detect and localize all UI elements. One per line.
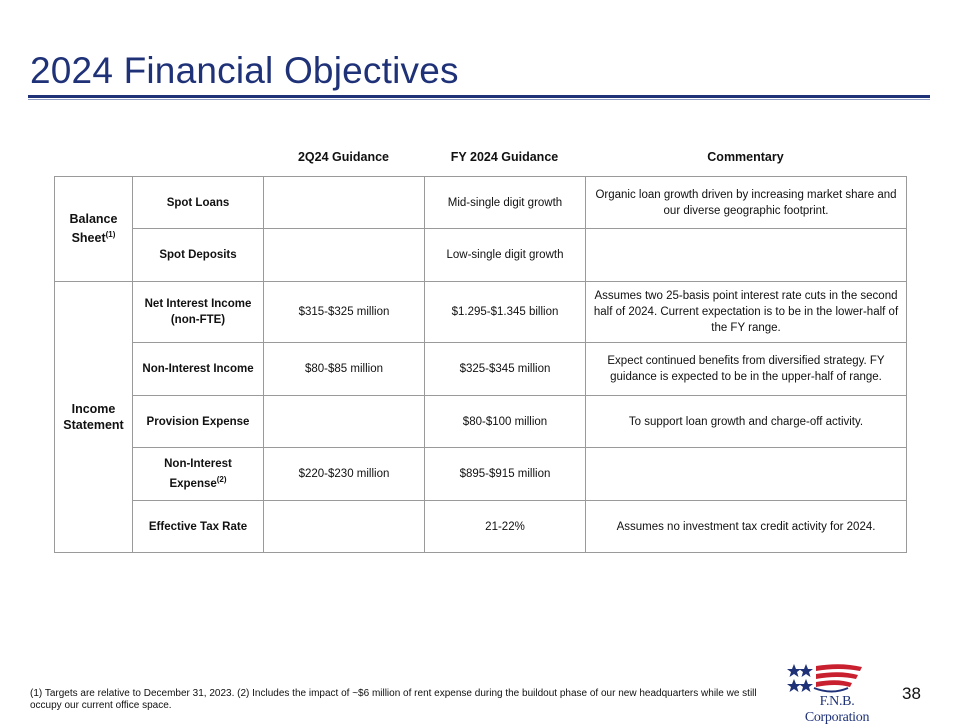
row-label-text: Non-Interest Expense — [164, 458, 232, 490]
header-2q24-guidance: 2Q24 Guidance — [297, 150, 389, 164]
table-row — [55, 282, 907, 343]
cell-commentary: To support loan growth and charge-off activity. — [586, 396, 907, 448]
cell-fy2024: Mid-single digit growth — [425, 177, 586, 229]
page-number: 38 — [902, 684, 921, 703]
cell-2q24: $220-$230 million — [264, 448, 425, 501]
section-income-statement — [55, 282, 133, 553]
table-row — [55, 448, 907, 501]
cell-commentary: Expect continued benefits from diversified strategy. FY guidance is expected to be in the upper-half of range. — [586, 343, 907, 396]
page-title: 2024 Financial Objectives — [30, 50, 459, 91]
cell-commentary: Assumes no investment tax credit activity for 2024. — [586, 501, 907, 553]
row-label — [133, 448, 264, 501]
logo-wordmark: F.N.B. Corporation — [804, 694, 870, 725]
cell-fy2024: $895-$915 million — [425, 448, 586, 501]
objectives-table — [54, 176, 907, 553]
header-commentary: Commentary — [707, 150, 784, 164]
table-row — [55, 177, 907, 229]
cell-2q24 — [264, 229, 425, 282]
cell-fy2024: $80-$100 million — [425, 396, 586, 448]
cell-2q24: $315-$325 million — [264, 282, 425, 343]
cell-commentary — [586, 448, 907, 501]
cell-2q24 — [264, 396, 425, 448]
footnote: (1) Targets are relative to December 31, 2023. (2) Includes the impact of ~$6 million of rent expense during the buildout phase of our new headquarters while we still occupy our current office space. — [30, 688, 757, 711]
footnote-ref: (2) — [216, 475, 227, 485]
column-headers — [0, 150, 960, 170]
row-label: Non-Interest Income — [133, 343, 264, 396]
cell-2q24: $80-$85 million — [264, 343, 425, 396]
cell-fy2024: Low-single digit growth — [425, 229, 586, 282]
title-divider-thin — [28, 99, 930, 100]
section-label: Income Statement — [63, 402, 124, 432]
cell-commentary: Organic loan growth driven by increasing market share and our diverse geographic footprint. — [586, 177, 907, 229]
cell-fy2024: $325-$345 million — [425, 343, 586, 396]
row-label: Provision Expense — [133, 396, 264, 448]
cell-commentary: Assumes two 25-basis point interest rate cuts in the second half of 2024. Current expectation is to be in the lower-half of the FY range. — [586, 282, 907, 343]
fnb-logo — [786, 662, 888, 725]
row-label: Spot Loans — [133, 177, 264, 229]
cell-commentary — [586, 229, 907, 282]
cell-2q24 — [264, 177, 425, 229]
table-row — [55, 343, 907, 396]
flag-stars-icon — [786, 662, 888, 696]
footnote-ref: (1) — [105, 230, 116, 240]
row-label: Spot Deposits — [133, 229, 264, 282]
section-label: Balance Sheet — [69, 212, 118, 246]
row-label: Net Interest Income (non-FTE) — [133, 282, 264, 343]
cell-2q24 — [264, 501, 425, 553]
row-label: Effective Tax Rate — [133, 501, 264, 553]
section-balance-sheet — [55, 177, 133, 282]
cell-fy2024: 21-22% — [425, 501, 586, 553]
header-fy2024-guidance: FY 2024 Guidance — [450, 150, 559, 164]
table-row — [55, 396, 907, 448]
cell-fy2024: $1.295-$1.345 billion — [425, 282, 586, 343]
table-row — [55, 501, 907, 553]
table-row — [55, 229, 907, 282]
title-divider — [28, 95, 930, 98]
